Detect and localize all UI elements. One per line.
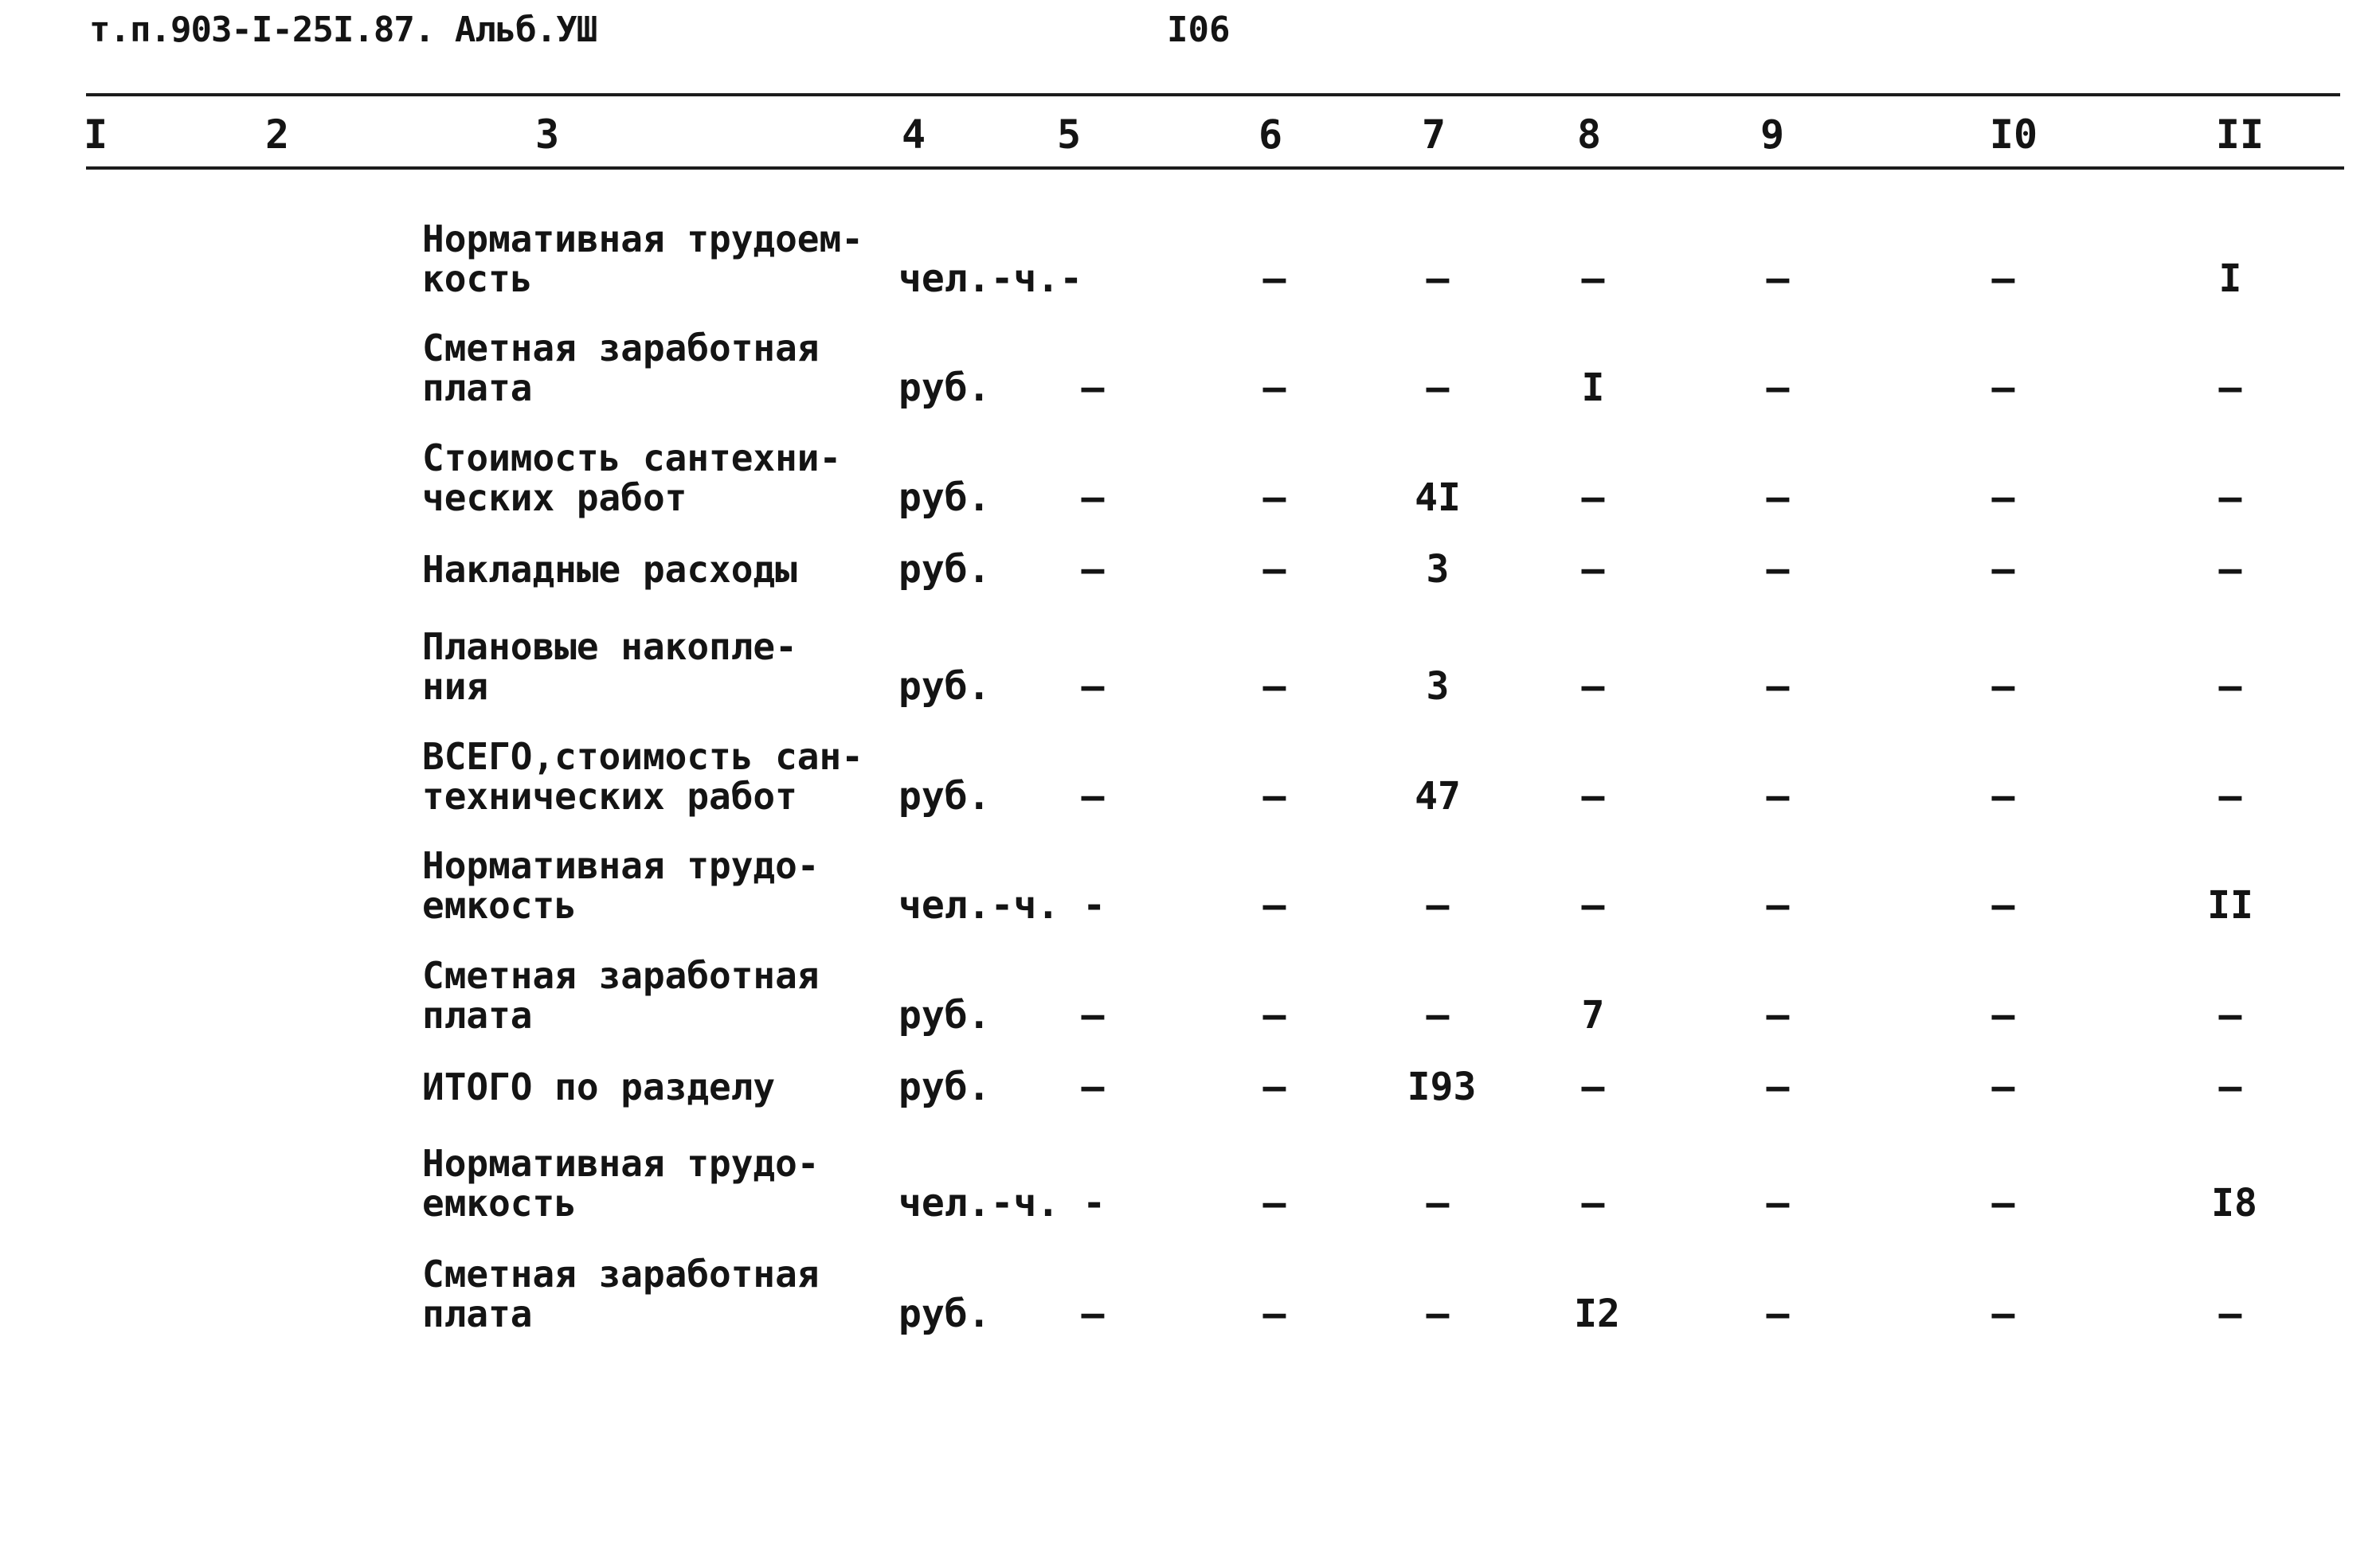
col8-cell: – xyxy=(1581,664,1605,709)
unit-cell: руб. xyxy=(898,774,991,819)
unit-cell: чел.-ч.- xyxy=(898,256,1083,301)
col9-cell: – xyxy=(1766,993,1790,1038)
col6-cell: – xyxy=(1262,475,1286,520)
row-label: Сметная заработная плата xyxy=(422,954,820,1037)
col5-cell: – xyxy=(1081,774,1105,819)
col9-cell: – xyxy=(1766,1181,1790,1226)
col10-cell: – xyxy=(1991,1292,2015,1336)
col11-cell: – xyxy=(2218,366,2242,410)
col11-cell: II xyxy=(2207,883,2253,928)
col9-cell: – xyxy=(1766,1292,1790,1336)
col9-cell: – xyxy=(1766,475,1790,520)
col7-cell: – xyxy=(1426,883,1450,928)
col6-cell: – xyxy=(1262,993,1286,1038)
document-reference: т.п.903-I-25I.87. Альб.УШ xyxy=(89,10,597,50)
column-number-11: II xyxy=(2215,111,2265,158)
column-number-1: I xyxy=(83,111,108,158)
row-label: Сметная заработная плата xyxy=(422,326,820,409)
col9-cell: – xyxy=(1766,664,1790,709)
row-label: Нормативная трудоем- кость xyxy=(422,217,863,300)
col7-cell: 3 xyxy=(1426,664,1450,709)
col9-cell: – xyxy=(1766,547,1790,592)
col8-cell: – xyxy=(1581,1181,1605,1226)
col11-cell: I xyxy=(2218,256,2242,301)
unit-cell: чел.-ч. - xyxy=(898,883,1106,928)
column-number-3: 3 xyxy=(534,111,560,158)
col11-cell: – xyxy=(2218,993,2242,1038)
col6-cell: – xyxy=(1262,256,1286,301)
row-label: Стоимость сантехни- ческих работ xyxy=(422,436,842,519)
column-number-5: 5 xyxy=(1056,111,1082,158)
col5-cell: – xyxy=(1081,664,1105,709)
col8-cell: – xyxy=(1581,475,1605,520)
col10-cell: – xyxy=(1991,883,2015,928)
unit-cell: руб. xyxy=(898,366,991,410)
col8-cell: – xyxy=(1581,774,1605,819)
col5-cell: – xyxy=(1081,366,1105,410)
row-label: Нормативная трудо- емкость xyxy=(422,844,820,927)
column-number-8: 8 xyxy=(1576,111,1602,158)
col7-cell: – xyxy=(1426,1181,1450,1226)
col11-cell: – xyxy=(2218,547,2242,592)
col11-cell: – xyxy=(2218,475,2242,520)
page-number: I06 xyxy=(1167,10,1231,50)
col7-cell: – xyxy=(1426,256,1450,301)
col5-cell: – xyxy=(1081,475,1105,520)
col6-cell: – xyxy=(1262,883,1286,928)
col8-cell: – xyxy=(1581,256,1605,301)
col7-cell: – xyxy=(1426,1292,1450,1336)
row-label: Сметная заработная плата xyxy=(422,1253,820,1335)
col10-cell: – xyxy=(1991,664,2015,709)
col10-cell: – xyxy=(1991,366,2015,410)
col8-cell: – xyxy=(1581,1065,1605,1109)
unit-cell: руб. xyxy=(898,1292,991,1336)
col8-cell: I2 xyxy=(1574,1292,1620,1336)
unit-cell: руб. xyxy=(898,664,991,709)
column-number-6: 6 xyxy=(1258,111,1283,158)
col11-cell: I8 xyxy=(2211,1181,2257,1226)
col5-cell: – xyxy=(1081,547,1105,592)
col7-cell: I93 xyxy=(1407,1065,1477,1109)
col9-cell: – xyxy=(1766,256,1790,301)
col10-cell: – xyxy=(1991,1065,2015,1109)
col10-cell: – xyxy=(1991,475,2015,520)
col6-cell: – xyxy=(1262,1292,1286,1336)
col5-cell: – xyxy=(1081,1292,1105,1336)
col11-cell: – xyxy=(2218,1292,2242,1336)
col6-cell: – xyxy=(1262,547,1286,592)
col6-cell: – xyxy=(1262,1181,1286,1226)
col9-cell: – xyxy=(1766,366,1790,410)
unit-cell: руб. xyxy=(898,993,991,1038)
col7-cell: – xyxy=(1426,993,1450,1038)
row-label: Накладные расходы xyxy=(422,548,797,591)
col6-cell: – xyxy=(1262,366,1286,410)
col6-cell: – xyxy=(1262,1065,1286,1109)
col9-cell: – xyxy=(1766,883,1790,928)
row-label: Нормативная трудо- емкость xyxy=(422,1142,820,1225)
unit-cell: руб. xyxy=(898,1065,991,1109)
unit-cell: чел.-ч. - xyxy=(898,1181,1106,1226)
col11-cell: – xyxy=(2218,664,2242,709)
col7-cell: 3 xyxy=(1426,547,1450,592)
row-label: ИТОГО по разделу xyxy=(422,1065,776,1108)
column-number-9: 9 xyxy=(1760,111,1785,158)
column-number-2: 2 xyxy=(264,111,290,158)
col7-cell: – xyxy=(1426,366,1450,410)
col6-cell: – xyxy=(1262,664,1286,709)
col11-cell: – xyxy=(2218,774,2242,819)
col9-cell: – xyxy=(1766,1065,1790,1109)
unit-cell: руб. xyxy=(898,475,991,520)
col7-cell: 4I xyxy=(1415,475,1461,520)
column-number-10: I0 xyxy=(1989,111,2038,158)
col9-cell: – xyxy=(1766,774,1790,819)
col8-cell: I xyxy=(1581,366,1605,410)
col10-cell: – xyxy=(1991,993,2015,1038)
col5-cell: – xyxy=(1081,993,1105,1038)
col10-cell: – xyxy=(1991,547,2015,592)
col8-cell: 7 xyxy=(1581,993,1605,1038)
col10-cell: – xyxy=(1991,774,2015,819)
col8-cell: – xyxy=(1581,883,1605,928)
col5-cell: – xyxy=(1081,1065,1105,1109)
col11-cell: – xyxy=(2218,1065,2242,1109)
col10-cell: – xyxy=(1991,1181,2015,1226)
column-number-4: 4 xyxy=(901,111,926,158)
row-label: Плановые накопле- ния xyxy=(422,625,797,708)
col10-cell: – xyxy=(1991,256,2015,301)
col6-cell: – xyxy=(1262,774,1286,819)
col8-cell: – xyxy=(1581,547,1605,592)
column-number-7: 7 xyxy=(1421,111,1446,158)
col7-cell: 47 xyxy=(1415,774,1461,819)
unit-cell: руб. xyxy=(898,547,991,592)
row-label: ВСЕГО,стоимость сан- технических работ xyxy=(422,735,863,818)
